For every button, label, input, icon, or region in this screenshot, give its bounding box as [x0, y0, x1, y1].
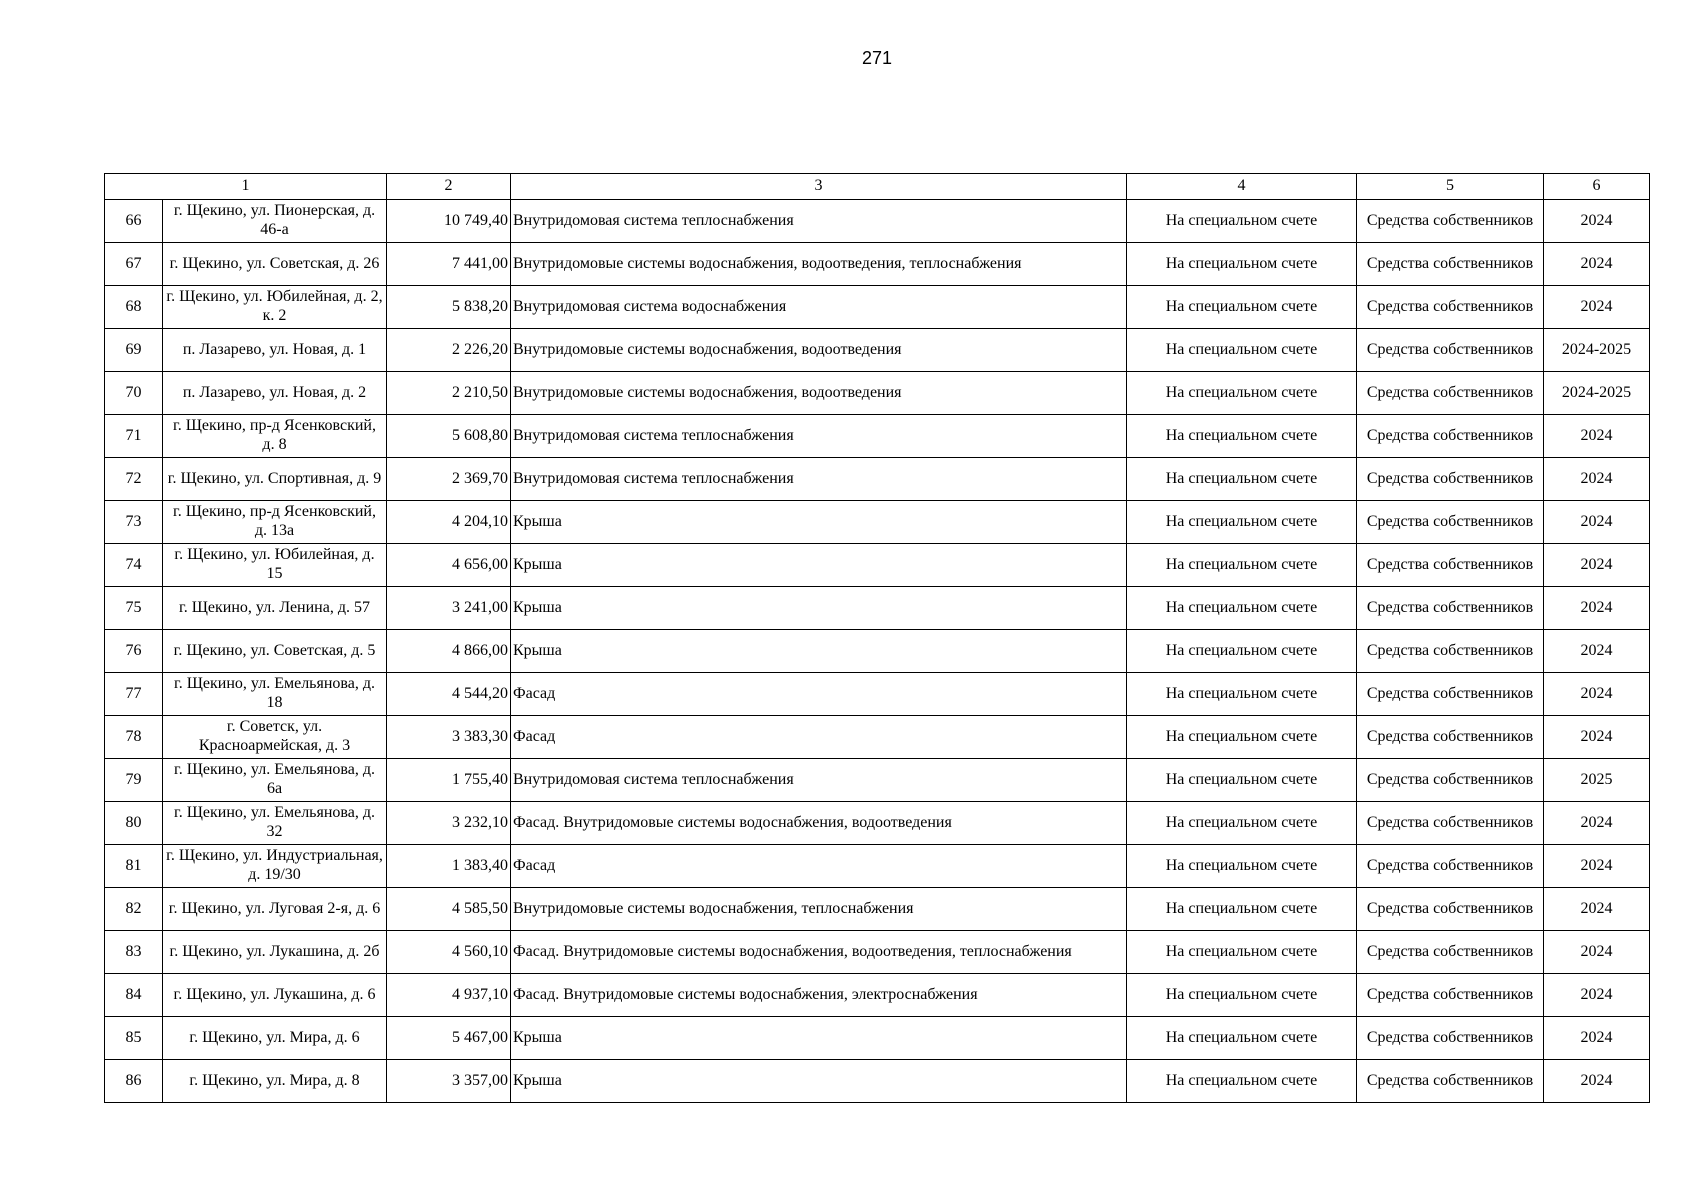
- funding-source-cell: Средства собственников: [1357, 845, 1544, 888]
- address-cell: г. Щекино, ул. Ленина, д. 57: [163, 587, 387, 630]
- address-cell: г. Щекино, пр-д Ясенковский, д. 13а: [163, 501, 387, 544]
- year-cell: 2024: [1544, 1060, 1650, 1103]
- table-row: [105, 501, 1650, 544]
- header-row: [105, 174, 1650, 200]
- cost-cell: 4 204,10: [387, 501, 511, 544]
- program-table: [104, 173, 1650, 1103]
- address-cell: г. Щекино, ул. Лукашина, д. 2б: [163, 931, 387, 974]
- table-row: [105, 630, 1650, 673]
- work-type-cell: Внутридомовые системы водоснабжения, водоотведения, теплоснабжения: [511, 243, 1127, 286]
- account-cell: На специальном счете: [1127, 716, 1357, 759]
- year-cell: 2024: [1544, 415, 1650, 458]
- row-number: 68: [105, 286, 163, 329]
- address-cell: г. Щекино, ул. Юбилейная, д. 2, к. 2: [163, 286, 387, 329]
- cost-cell: 5 838,20: [387, 286, 511, 329]
- address-cell: г. Щекино, ул. Емельянова, д. 18: [163, 673, 387, 716]
- column-header-3: 3: [511, 174, 1127, 200]
- cost-cell: 4 544,20: [387, 673, 511, 716]
- funding-source-cell: Средства собственников: [1357, 1017, 1544, 1060]
- funding-source-cell: Средства собственников: [1357, 974, 1544, 1017]
- funding-source-cell: Средства собственников: [1357, 587, 1544, 630]
- account-cell: На специальном счете: [1127, 1060, 1357, 1103]
- work-type-cell: Внутридомовые системы водоснабжения, водоотведения: [511, 372, 1127, 415]
- funding-source-cell: Средства собственников: [1357, 544, 1544, 587]
- cost-cell: 5 608,80: [387, 415, 511, 458]
- cost-cell: 2 226,20: [387, 329, 511, 372]
- address-cell: п. Лазарево, ул. Новая, д. 2: [163, 372, 387, 415]
- year-cell: 2024: [1544, 587, 1650, 630]
- row-number: 81: [105, 845, 163, 888]
- table-row: [105, 716, 1650, 759]
- column-header-4: 4: [1127, 174, 1357, 200]
- funding-source-cell: Средства собственников: [1357, 931, 1544, 974]
- column-header-1: 1: [105, 174, 387, 200]
- work-type-cell: Внутридомовые системы водоснабжения, водоотведения: [511, 329, 1127, 372]
- funding-source-cell: Средства собственников: [1357, 286, 1544, 329]
- year-cell: 2024: [1544, 501, 1650, 544]
- work-type-cell: Фасад. Внутридомовые системы водоснабжения, водоотведения: [511, 802, 1127, 845]
- year-cell: 2024: [1544, 888, 1650, 931]
- account-cell: На специальном счете: [1127, 458, 1357, 501]
- row-number: 80: [105, 802, 163, 845]
- address-cell: г. Щекино, ул. Емельянова, д. 32: [163, 802, 387, 845]
- year-cell: 2024: [1544, 200, 1650, 243]
- address-cell: г. Щекино, ул. Советская, д. 26: [163, 243, 387, 286]
- row-number: 72: [105, 458, 163, 501]
- funding-source-cell: Средства собственников: [1357, 372, 1544, 415]
- work-type-cell: Крыша: [511, 1060, 1127, 1103]
- table-row: [105, 888, 1650, 931]
- cost-cell: 3 383,30: [387, 716, 511, 759]
- work-type-cell: Фасад. Внутридомовые системы водоснабжения, водоотведения, теплоснабжения: [511, 931, 1127, 974]
- account-cell: На специальном счете: [1127, 243, 1357, 286]
- account-cell: На специальном счете: [1127, 673, 1357, 716]
- funding-source-cell: Средства собственников: [1357, 200, 1544, 243]
- work-type-cell: Фасад: [511, 845, 1127, 888]
- account-cell: На специальном счете: [1127, 1017, 1357, 1060]
- account-cell: На специальном счете: [1127, 630, 1357, 673]
- row-number: 85: [105, 1017, 163, 1060]
- year-cell: 2024: [1544, 458, 1650, 501]
- table-row: [105, 286, 1650, 329]
- table-row: [105, 200, 1650, 243]
- table-row: [105, 587, 1650, 630]
- address-cell: г. Советск, ул. Красноармейская, д. 3: [163, 716, 387, 759]
- work-type-cell: Внутридомовая система теплоснабжения: [511, 759, 1127, 802]
- address-cell: п. Лазарево, ул. Новая, д. 1: [163, 329, 387, 372]
- column-header-6: 6: [1544, 174, 1650, 200]
- row-number: 84: [105, 974, 163, 1017]
- cost-cell: 3 357,00: [387, 1060, 511, 1103]
- row-number: 74: [105, 544, 163, 587]
- work-type-cell: Фасад: [511, 716, 1127, 759]
- column-header-2: 2: [387, 174, 511, 200]
- column-header-5: 5: [1357, 174, 1544, 200]
- row-number: 67: [105, 243, 163, 286]
- table-row: [105, 974, 1650, 1017]
- cost-cell: 5 467,00: [387, 1017, 511, 1060]
- row-number: 79: [105, 759, 163, 802]
- table-row: [105, 329, 1650, 372]
- account-cell: На специальном счете: [1127, 802, 1357, 845]
- cost-cell: 4 560,10: [387, 931, 511, 974]
- cost-cell: 3 241,00: [387, 587, 511, 630]
- row-number: 69: [105, 329, 163, 372]
- account-cell: На специальном счете: [1127, 845, 1357, 888]
- year-cell: 2024-2025: [1544, 329, 1650, 372]
- row-number: 73: [105, 501, 163, 544]
- row-number: 78: [105, 716, 163, 759]
- work-type-cell: Фасад: [511, 673, 1127, 716]
- table-row: [105, 802, 1650, 845]
- account-cell: На специальном счете: [1127, 372, 1357, 415]
- table-body: [105, 200, 1650, 1103]
- address-cell: г. Щекино, ул. Мира, д. 6: [163, 1017, 387, 1060]
- table-row: [105, 845, 1650, 888]
- year-cell: 2025: [1544, 759, 1650, 802]
- cost-cell: 4 585,50: [387, 888, 511, 931]
- cost-cell: 4 937,10: [387, 974, 511, 1017]
- cost-cell: 3 232,10: [387, 802, 511, 845]
- year-cell: 2024: [1544, 630, 1650, 673]
- row-number: 77: [105, 673, 163, 716]
- funding-source-cell: Средства собственников: [1357, 1060, 1544, 1103]
- table-row: [105, 458, 1650, 501]
- address-cell: г. Щекино, ул. Юбилейная, д. 15: [163, 544, 387, 587]
- table-row: [105, 372, 1650, 415]
- cost-cell: 2 210,50: [387, 372, 511, 415]
- work-type-cell: Внутридомовые системы водоснабжения, теплоснабжения: [511, 888, 1127, 931]
- work-type-cell: Крыша: [511, 587, 1127, 630]
- funding-source-cell: Средства собственников: [1357, 802, 1544, 845]
- account-cell: На специальном счете: [1127, 587, 1357, 630]
- table-row: [105, 673, 1650, 716]
- funding-source-cell: Средства собственников: [1357, 630, 1544, 673]
- work-type-cell: Внутридомовая система теплоснабжения: [511, 458, 1127, 501]
- account-cell: На специальном счете: [1127, 286, 1357, 329]
- year-cell: 2024: [1544, 1017, 1650, 1060]
- work-type-cell: Внутридомовая система теплоснабжения: [511, 415, 1127, 458]
- year-cell: 2024: [1544, 931, 1650, 974]
- year-cell: 2024: [1544, 286, 1650, 329]
- funding-source-cell: Средства собственников: [1357, 888, 1544, 931]
- cost-cell: 4 656,00: [387, 544, 511, 587]
- table-row: [105, 415, 1650, 458]
- table-row: [105, 243, 1650, 286]
- table-row: [105, 1060, 1650, 1103]
- address-cell: г. Щекино, ул. Индустриальная, д. 19/30: [163, 845, 387, 888]
- funding-source-cell: Средства собственников: [1357, 501, 1544, 544]
- year-cell: 2024: [1544, 544, 1650, 587]
- year-cell: 2024: [1544, 974, 1650, 1017]
- cost-cell: 4 866,00: [387, 630, 511, 673]
- row-number: 66: [105, 200, 163, 243]
- address-cell: г. Щекино, ул. Луговая 2-я, д. 6: [163, 888, 387, 931]
- account-cell: На специальном счете: [1127, 200, 1357, 243]
- address-cell: г. Щекино, пр-д Ясенковский, д. 8: [163, 415, 387, 458]
- work-type-cell: Крыша: [511, 1017, 1127, 1060]
- funding-source-cell: Средства собственников: [1357, 329, 1544, 372]
- year-cell: 2024: [1544, 673, 1650, 716]
- account-cell: На специальном счете: [1127, 931, 1357, 974]
- account-cell: На специальном счете: [1127, 329, 1357, 372]
- table-row: [105, 931, 1650, 974]
- cost-cell: 2 369,70: [387, 458, 511, 501]
- row-number: 83: [105, 931, 163, 974]
- funding-source-cell: Средства собственников: [1357, 415, 1544, 458]
- work-type-cell: Фасад. Внутридомовые системы водоснабжения, электроснабжения: [511, 974, 1127, 1017]
- row-number: 86: [105, 1060, 163, 1103]
- funding-source-cell: Средства собственников: [1357, 458, 1544, 501]
- account-cell: На специальном счете: [1127, 974, 1357, 1017]
- work-type-cell: Крыша: [511, 630, 1127, 673]
- funding-source-cell: Средства собственников: [1357, 243, 1544, 286]
- account-cell: На специальном счете: [1127, 501, 1357, 544]
- table-row: [105, 1017, 1650, 1060]
- account-cell: На специальном счете: [1127, 888, 1357, 931]
- address-cell: г. Щекино, ул. Спортивная, д. 9: [163, 458, 387, 501]
- row-number: 70: [105, 372, 163, 415]
- work-type-cell: Внутридомовая система водоснабжения: [511, 286, 1127, 329]
- account-cell: На специальном счете: [1127, 759, 1357, 802]
- account-cell: На специальном счете: [1127, 415, 1357, 458]
- cost-cell: 1 383,40: [387, 845, 511, 888]
- work-type-cell: Крыша: [511, 544, 1127, 587]
- table-row: [105, 544, 1650, 587]
- funding-source-cell: Средства собственников: [1357, 673, 1544, 716]
- page-number: 271: [861, 48, 893, 68]
- year-cell: 2024: [1544, 802, 1650, 845]
- address-cell: г. Щекино, ул. Советская, д. 5: [163, 630, 387, 673]
- funding-source-cell: Средства собственников: [1357, 759, 1544, 802]
- address-cell: г. Щекино, ул. Мира, д. 8: [163, 1060, 387, 1103]
- work-type-cell: Крыша: [511, 501, 1127, 544]
- year-cell: 2024: [1544, 716, 1650, 759]
- work-type-cell: Внутридомовая система теплоснабжения: [511, 200, 1127, 243]
- row-number: 75: [105, 587, 163, 630]
- table-row: [105, 759, 1650, 802]
- year-cell: 2024: [1544, 243, 1650, 286]
- row-number: 76: [105, 630, 163, 673]
- funding-source-cell: Средства собственников: [1357, 716, 1544, 759]
- year-cell: 2024: [1544, 845, 1650, 888]
- cost-cell: 10 749,40: [387, 200, 511, 243]
- year-cell: 2024-2025: [1544, 372, 1650, 415]
- cost-cell: 7 441,00: [387, 243, 511, 286]
- cost-cell: 1 755,40: [387, 759, 511, 802]
- address-cell: г. Щекино, ул. Лукашина, д. 6: [163, 974, 387, 1017]
- address-cell: г. Щекино, ул. Емельянова, д. 6а: [163, 759, 387, 802]
- account-cell: На специальном счете: [1127, 544, 1357, 587]
- row-number: 71: [105, 415, 163, 458]
- address-cell: г. Щекино, ул. Пионерская, д. 46-а: [163, 200, 387, 243]
- row-number: 82: [105, 888, 163, 931]
